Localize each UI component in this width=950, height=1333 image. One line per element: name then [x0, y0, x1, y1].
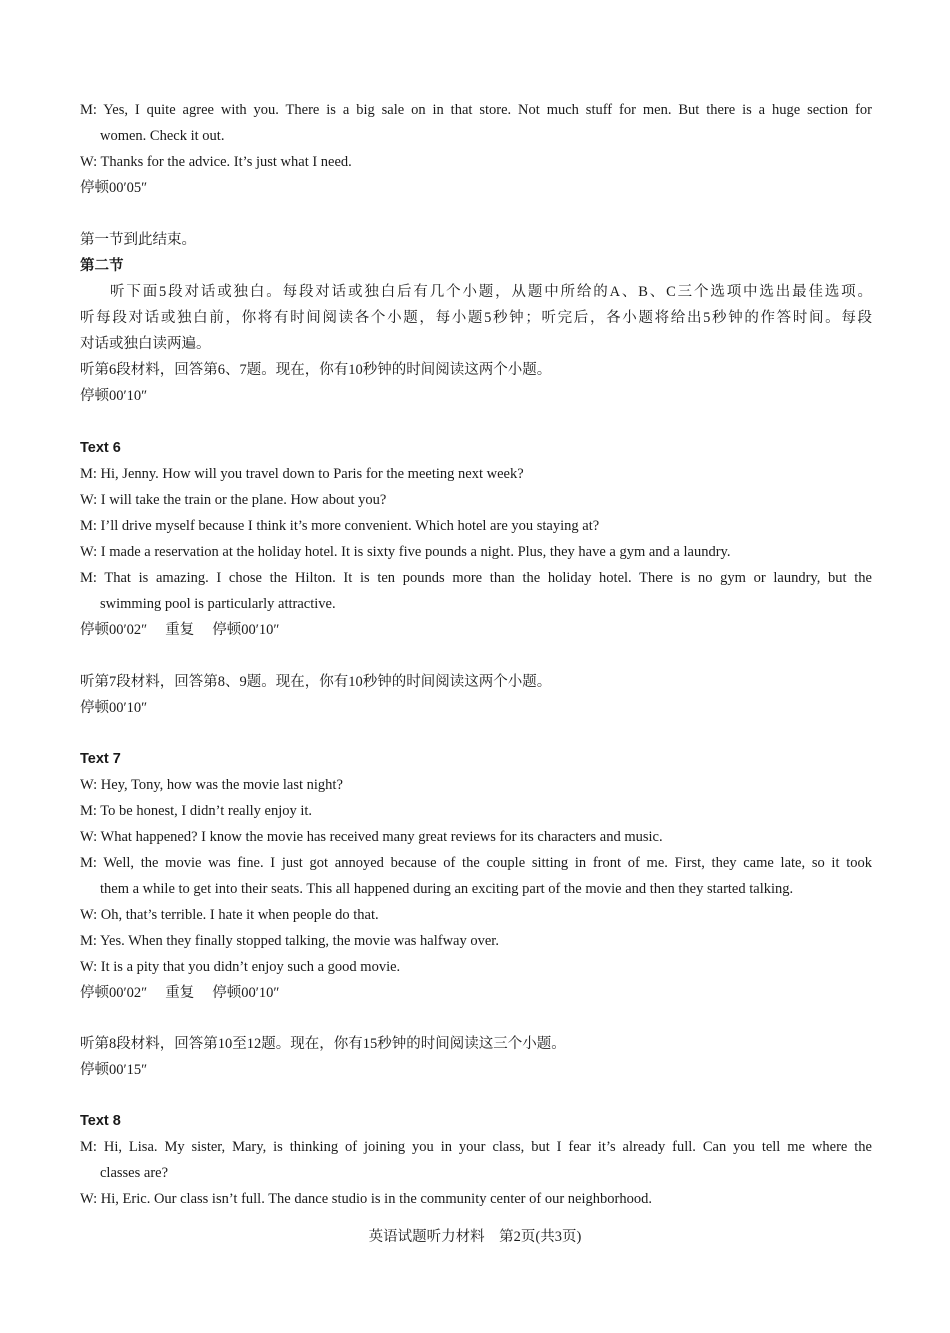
repeat-marker: 重复: [165, 622, 195, 638]
repeat-marker: 重复: [165, 985, 195, 1001]
text-heading: Text 8: [80, 1113, 121, 1129]
dialogue-line: classes are?: [100, 1165, 169, 1181]
dialogue-line: M: To be honest, I didn’t really enjoy it.: [80, 803, 313, 819]
dialogue-line: W: Hey, Tony, how was the movie last night?: [80, 777, 343, 793]
dialogue-line: swimming pool is particularly attractive.: [100, 596, 336, 612]
dialogue-line: M: I’ll drive myself because I think it’s more convenient. Which hotel are you staying at?: [80, 518, 600, 534]
dialogue-line: W: Oh, that’s terrible. I hate it when people do that.: [80, 907, 379, 923]
dialogue-line: M: Hi, Jenny. How will you travel down to Paris for the meeting next week?: [80, 466, 524, 482]
section-end-note: 第一节到此结束。: [80, 232, 196, 248]
instruction-line: 听下面5段对话或独白。每段对话或独白后有几个小题，从题中所给的A、B、C三个选项中选出最佳选项。: [110, 284, 872, 300]
pause-repeat-line: [80, 980, 872, 1006]
dialogue-line: W: Hi, Eric. Our class isn’t full. The dance studio is in the community center of our neighborhood.: [80, 1191, 652, 1207]
dialogue-line: W: What happened? I know the movie has received many great reviews for its characters and music.: [80, 829, 663, 845]
pause-marker: 停顿00′02″: [80, 622, 148, 638]
instruction-line: 听第6段材料，回答第6、7题。现在，你有10秒钟的时间阅读这两个小题。: [80, 362, 552, 378]
dialogue-line: M: Well, the movie was fine. I just got annoyed because of the couple sitting in front of me. First, they came late, so it took: [80, 855, 872, 871]
pause-marker: 停顿00′15″: [80, 1062, 148, 1078]
text-heading: Text 6: [80, 440, 121, 456]
instruction-line: 听每段对话或独白前，你将有时间阅读各个小题，每小题5秒钟；听完后，各小题将给出5秒钟的作答时间。每段: [80, 310, 872, 326]
dialogue-line: W: It is a pity that you didn’t enjoy such a good movie.: [80, 959, 401, 975]
page-footer: 英语试题听力材料 第2页(共3页): [368, 1229, 582, 1245]
dialogue-line: M: Yes. When they finally stopped talking, the movie was halfway over.: [80, 933, 499, 949]
pause-marker: 停顿00′10″: [80, 700, 148, 716]
instruction-line: 听第7段材料，回答第8、9题。现在，你有10秒钟的时间阅读这两个小题。: [80, 674, 552, 690]
text-line: women. Check it out.: [100, 128, 225, 144]
pause-marker: 停顿00′10″: [80, 388, 148, 404]
instruction-line: 对话或独白读两遍。: [80, 336, 211, 352]
pause-marker: 停顿00′10″: [212, 985, 280, 1001]
pause-repeat-line: [80, 617, 872, 643]
instruction-line: 听第8段材料，回答第10至12题。现在，你有15秒钟的时间阅读这三个小题。: [80, 1036, 566, 1052]
dialogue-line: W: I will take the train or the plane. How about you?: [80, 492, 387, 508]
dialogue-line: M: That is amazing. I chose the Hilton. It is ten pounds more than the holiday hotel. There is no gym or laundry, but the: [80, 570, 872, 586]
text-line: M: Yes, I quite agree with you. There is a big sale on in that store. Not much stuff for men. But there is a huge section for: [80, 102, 872, 118]
pause-marker: 停顿00′05″: [80, 180, 148, 196]
dialogue-line: M: Hi, Lisa. My sister, Mary, is thinking of joining you in your class, but I fear it’s already full. Can you tell me where the: [80, 1139, 872, 1155]
dialogue-line: them a while to get into their seats. This all happened during an exciting part of the movie and then they started talking.: [100, 881, 794, 897]
text-line: W: Thanks for the advice. It’s just what I need.: [80, 154, 352, 170]
section-heading: 第二节: [80, 258, 124, 274]
pause-marker: 停顿00′02″: [80, 985, 148, 1001]
dialogue-line: W: I made a reservation at the holiday hotel. It is sixty five pounds a night. Plus, they have a gym and a laundry.: [80, 544, 731, 560]
text-heading: Text 7: [80, 751, 121, 767]
pause-marker: 停顿00′10″: [212, 622, 280, 638]
